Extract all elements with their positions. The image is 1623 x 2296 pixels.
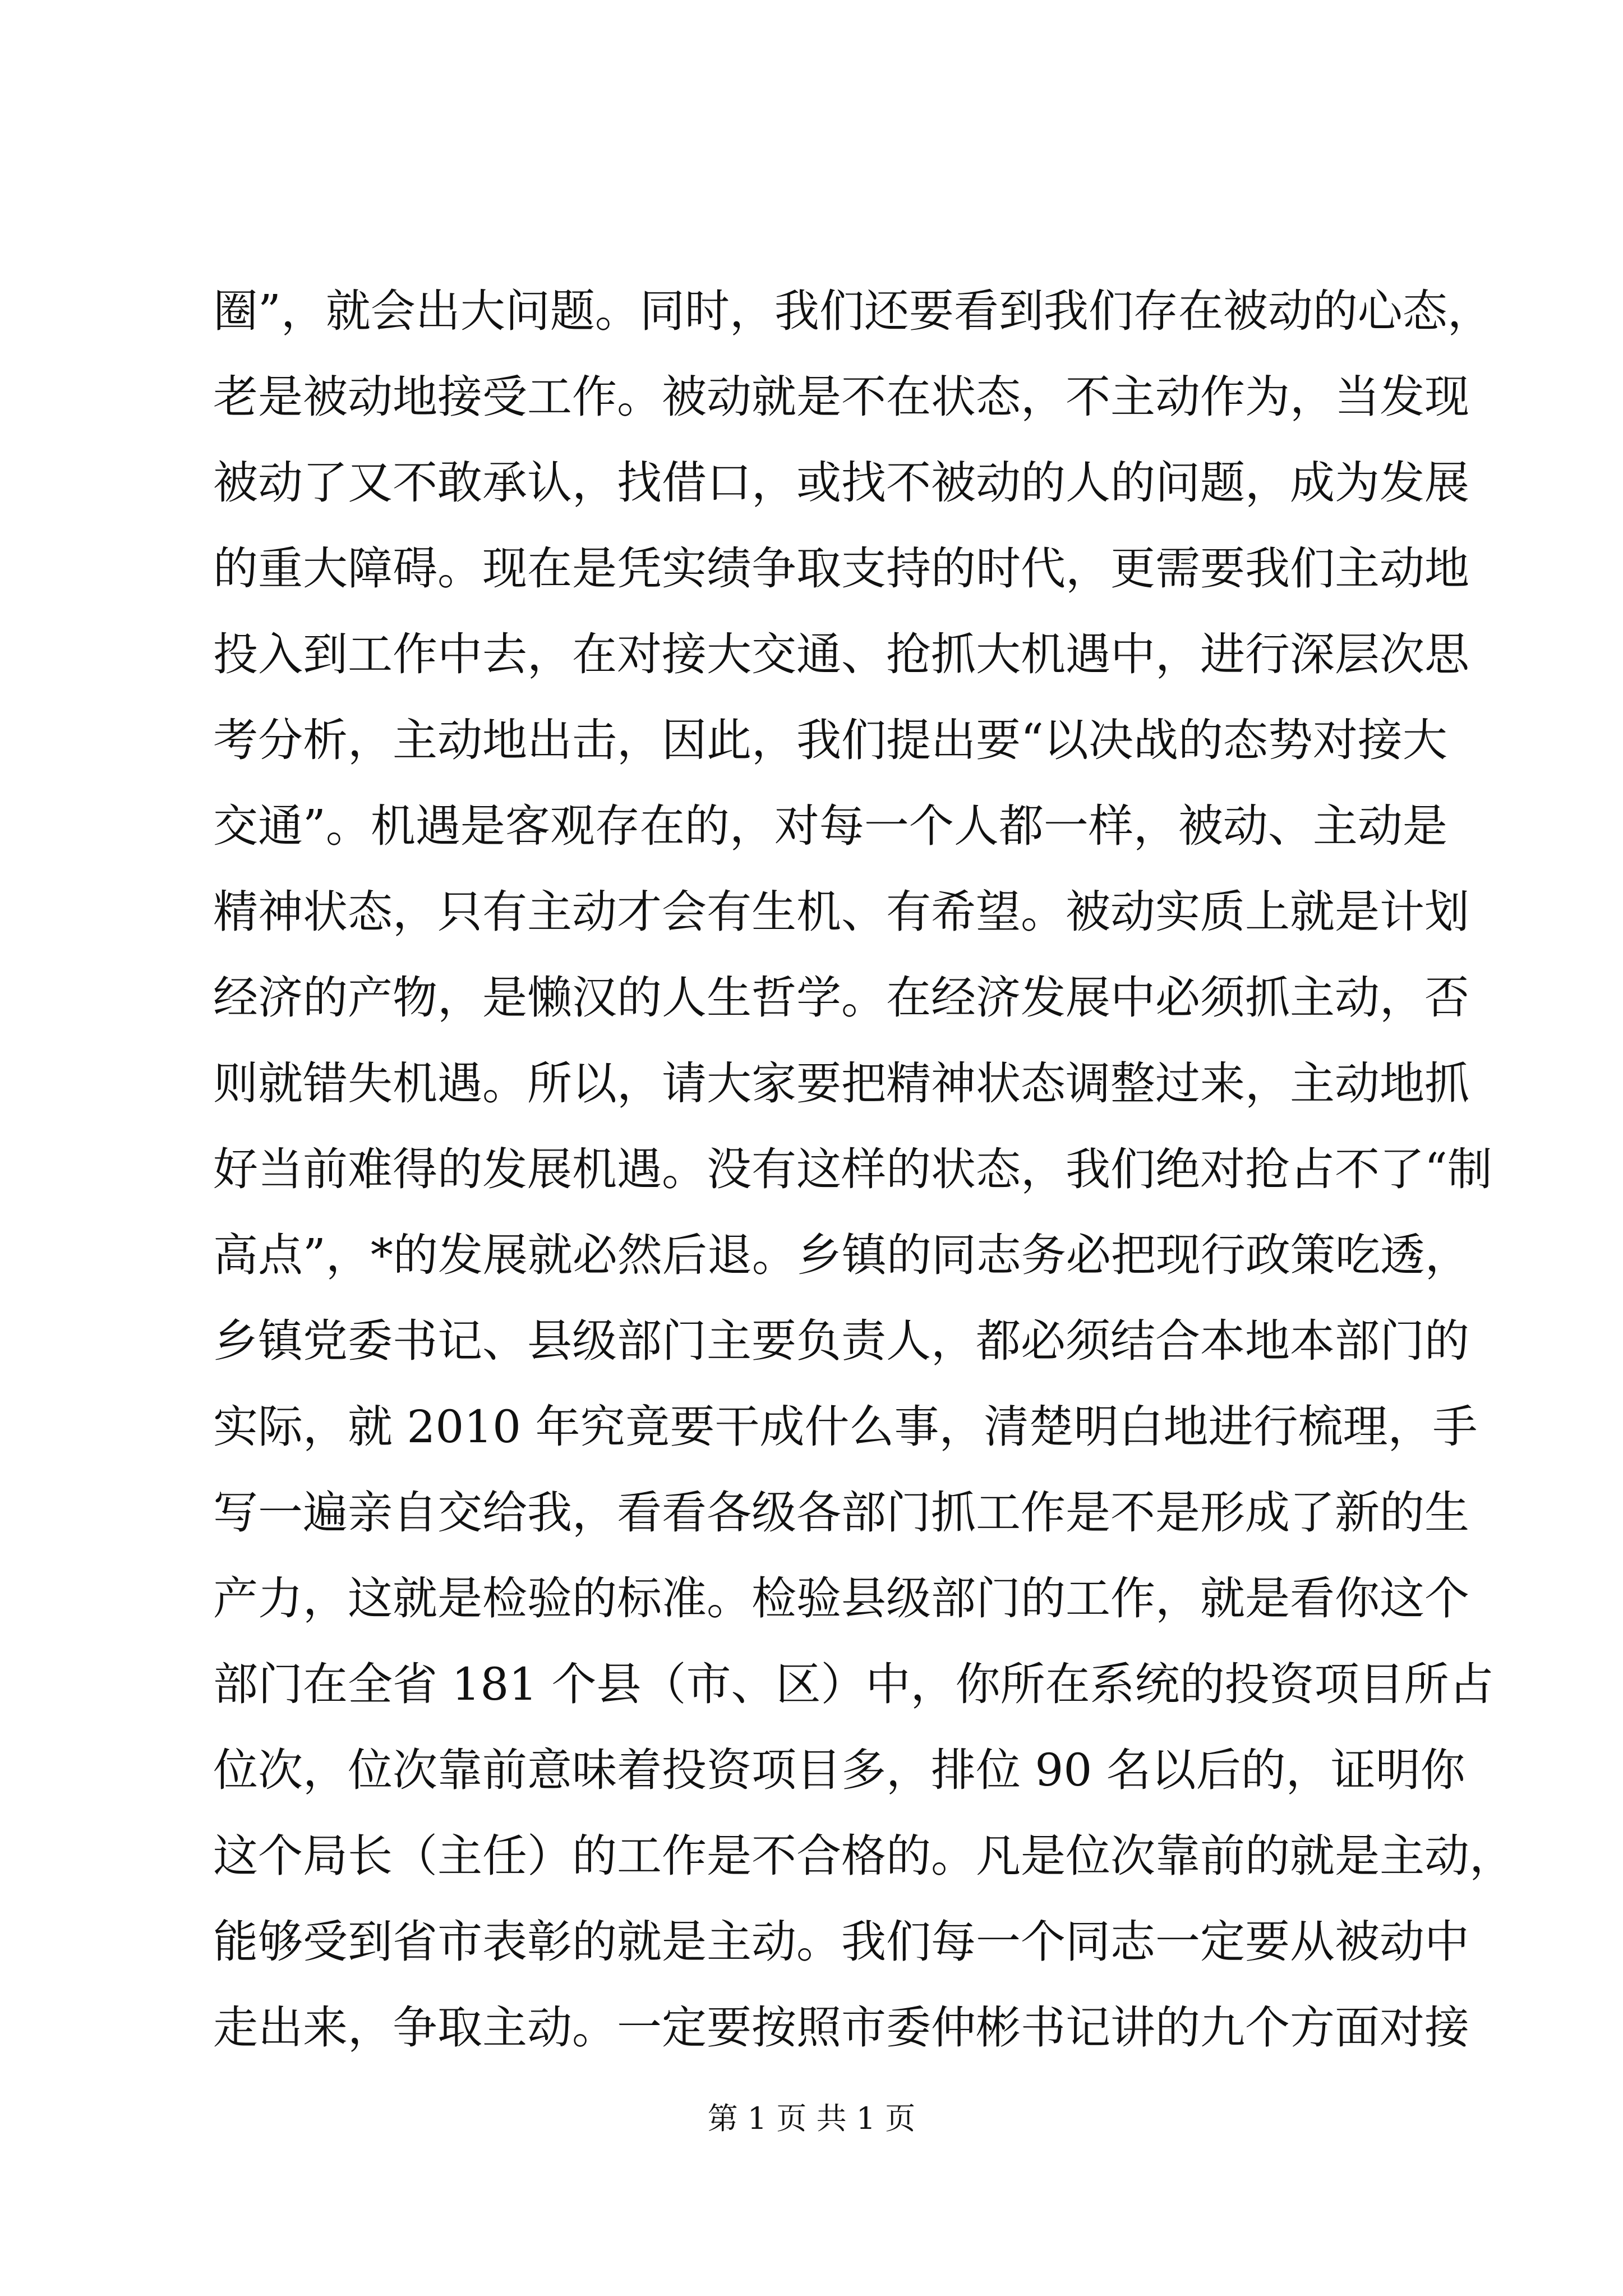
text-line-12: 高点”，*的发展就必然后退。乡镇的同志务必把现行政策吃透， — [213, 1229, 1470, 1281]
text-line-4: 的重大障碍。现在是凭实绩争取支持的时代，更需要我们主动地 — [213, 542, 1469, 595]
text-line-21: 走出来，争取主动。一定要按照市委仲彬书记讲的九个方面对接 — [213, 2001, 1469, 2054]
text-line-11: 好当前难得的发展机遇。没有这样的状态，我们绝对抢占不了“制 — [213, 1143, 1492, 1195]
text-line-19: 这个局长（主任）的工作是不合格的。凡是位次靠前的就是主动， — [213, 1830, 1514, 1882]
text-line-5: 投入到工作中去，在对接大交通、抢抓大机遇中，进行深层次思 — [213, 628, 1469, 680]
text-line-8: 精神状态，只有主动才会有生机、有希望。被动实质上就是计划 — [213, 886, 1469, 938]
text-line-1: 圈”，就会出大问题。同时，我们还要看到我们存在被动的心态， — [213, 285, 1492, 337]
text-line-13: 乡镇党委书记、县级部门主要负责人，都必须结合本地本部门的 — [213, 1315, 1469, 1367]
text-line-18: 位次，位次靠前意味着投资项目多，排位 90 名以后的，证明你 — [213, 1744, 1465, 1796]
text-line-3: 被动了又不敢承认，找借口，或找不被动的人的问题，成为发展 — [213, 457, 1469, 509]
text-line-16: 产力，这就是检验的标准。检验县级部门的工作，就是看你这个 — [213, 1572, 1469, 1625]
body-text — [213, 268, 1514, 2070]
text-line-9: 经济的产物，是懒汉的人生哲学。在经济发展中必须抓主动，否 — [213, 972, 1469, 1024]
text-line-2: 老是被动地接受工作。被动就是不在状态，不主动作为，当发现 — [213, 371, 1469, 423]
text-line-20: 能够受到省市表彰的就是主动。我们每一个同志一定要从被动中 — [213, 1916, 1469, 1968]
text-line-10: 则就错失机遇。所以，请大家要把精神状态调整过来，主动地抓 — [213, 1057, 1469, 1110]
text-line-6: 考分析，主动地出击，因此，我们提出要“以决战的态势对接大 — [213, 714, 1447, 766]
text-line-15: 写一遍亲自交给我，看看各级各部门抓工作是不是形成了新的生 — [213, 1487, 1469, 1539]
text-line-17: 部门在全省 181 个县（市、区）中，你所在系统的投资项目所占 — [213, 1658, 1494, 1710]
text-line-14: 实际，就 2010 年究竟要干成什么事，清楚明白地进行梳理，手 — [213, 1401, 1478, 1453]
text-line-7: 交通”。机遇是客观存在的，对每一个人都一样，被动、主动是 — [213, 800, 1447, 852]
page-number-label: 第 1 页 共 1 页 — [707, 2101, 916, 2136]
page-footer — [0, 2099, 1623, 2138]
